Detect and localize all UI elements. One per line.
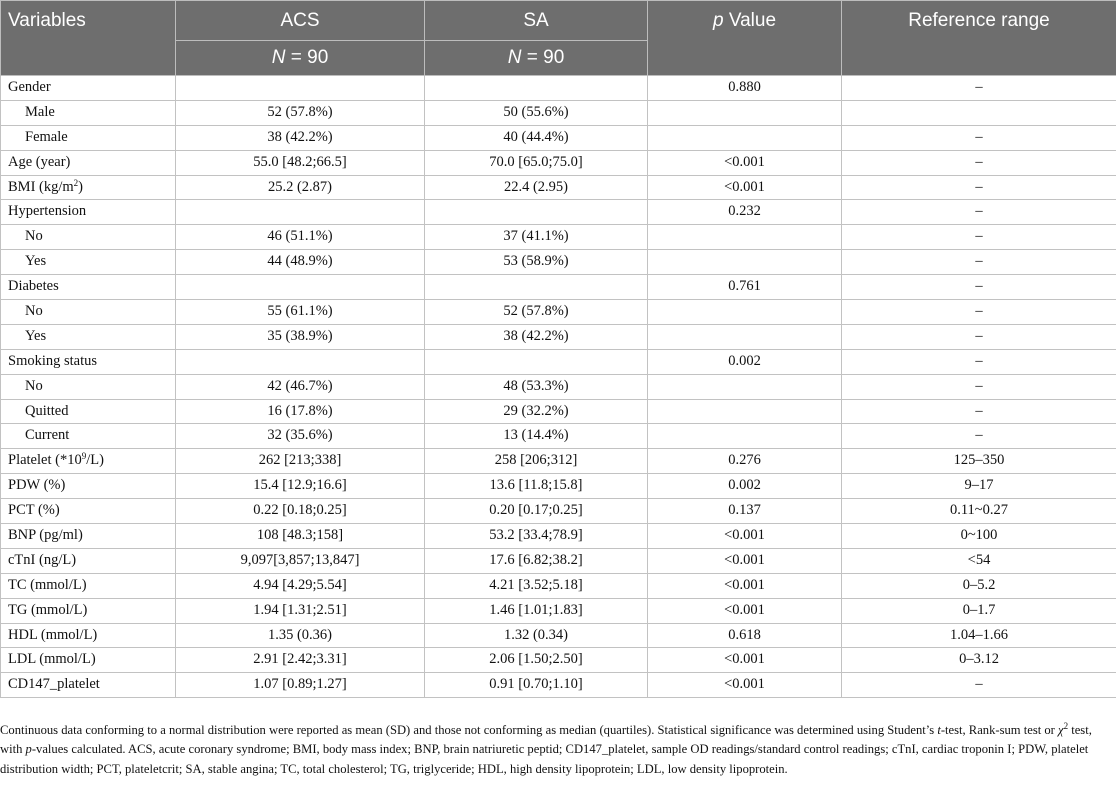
variable-label: Current [25, 427, 70, 444]
header-acs-n-value: = 90 [285, 47, 329, 68]
cell-p-value: 0.137 [648, 499, 842, 524]
cell-p-value: <0.001 [648, 150, 842, 175]
table-row [1, 399, 1116, 424]
cell-variable [1, 548, 176, 573]
header-acs: ACS [176, 1, 425, 41]
footnote-part-3: test, with [0, 722, 1092, 757]
cell-p-value: <0.001 [648, 573, 842, 598]
table-row [1, 374, 1116, 399]
cell-acs: 0.22 [0.18;0.25] [176, 499, 425, 524]
table-header [1, 1, 1116, 76]
cell-acs [176, 76, 425, 101]
header-reference-range: Reference range [842, 1, 1116, 76]
cell-reference-range: – [842, 300, 1116, 325]
variable-label: Yes [25, 327, 47, 344]
cell-variable [1, 673, 176, 698]
cell-variable [1, 499, 176, 524]
header-acs-n [176, 41, 425, 76]
cell-sa: 0.20 [0.17;0.25] [425, 499, 648, 524]
variable-label: cTnI (ng/L) [8, 551, 77, 568]
variable-label: Diabetes [8, 278, 59, 295]
cell-variable [1, 76, 176, 101]
cell-acs: 15.4 [12.9;16.6] [176, 474, 425, 499]
cell-p-value: <0.001 [648, 548, 842, 573]
cell-sa: 40 (44.4%) [425, 125, 648, 150]
cell-p-value: 0.880 [648, 76, 842, 101]
table-row [1, 499, 1116, 524]
table-footnote [0, 721, 1112, 780]
table-row [1, 200, 1116, 225]
cell-reference-range: 0.11~0.27 [842, 499, 1116, 524]
cell-variable [1, 374, 176, 399]
footnote-part-2: -test, Rank-sum test or [940, 722, 1059, 737]
cell-acs: 108 [48.3;158] [176, 524, 425, 549]
variable-label: TC (mmol/L) [8, 576, 87, 593]
variable-label: PCT (%) [8, 502, 60, 519]
cell-p-value: <0.001 [648, 648, 842, 673]
cell-sa: 53 (58.9%) [425, 250, 648, 275]
cell-acs: 44 (48.9%) [176, 250, 425, 275]
cell-acs: 4.94 [4.29;5.54] [176, 573, 425, 598]
cell-acs: 38 (42.2%) [176, 125, 425, 150]
cell-p-value [648, 125, 842, 150]
variable-label: TG (mmol/L) [8, 601, 88, 618]
cell-reference-range: – [842, 125, 1116, 150]
cell-reference-range: – [842, 250, 1116, 275]
cell-reference-range: – [842, 225, 1116, 250]
table-row [1, 150, 1116, 175]
cell-reference-range: – [842, 200, 1116, 225]
header-sa-n-value: = 90 [521, 47, 565, 68]
variable-label: Platelet (*10 [8, 452, 82, 469]
cell-acs [176, 275, 425, 300]
table-row [1, 250, 1116, 275]
cell-p-value: 0.618 [648, 623, 842, 648]
cell-reference-range: <54 [842, 548, 1116, 573]
table-row [1, 225, 1116, 250]
cell-sa: 50 (55.6%) [425, 100, 648, 125]
table-row [1, 125, 1116, 150]
cell-variable [1, 474, 176, 499]
cell-variable [1, 598, 176, 623]
header-row-1 [1, 1, 1116, 41]
cell-variable [1, 200, 176, 225]
cell-variable [1, 324, 176, 349]
cell-reference-range: – [842, 399, 1116, 424]
table-row [1, 76, 1116, 101]
cell-acs: 42 (46.7%) [176, 374, 425, 399]
cell-variable [1, 175, 176, 200]
cell-p-value: 0.002 [648, 474, 842, 499]
cell-acs: 2.91 [2.42;3.31] [176, 648, 425, 673]
cell-p-value [648, 225, 842, 250]
table-row [1, 648, 1116, 673]
cell-p-value [648, 250, 842, 275]
cell-sa: 1.46 [1.01;1.83] [425, 598, 648, 623]
cell-variable [1, 648, 176, 673]
variable-label: HDL (mmol/L) [8, 626, 98, 643]
cell-p-value: 0.232 [648, 200, 842, 225]
cell-acs: 32 (35.6%) [176, 424, 425, 449]
header-sa: SA [425, 1, 648, 41]
table-row [1, 598, 1116, 623]
cell-sa: 37 (41.1%) [425, 225, 648, 250]
cell-p-value [648, 399, 842, 424]
cell-acs [176, 349, 425, 374]
cell-p-value [648, 424, 842, 449]
footnote-chi: χ [1058, 722, 1064, 737]
cell-variable [1, 449, 176, 474]
footnote-part-4: -values calculated. ACS, acute coronary syndrome; BMI, body mass index; BNP, brain natriuretic peptid; CD147_platelet, sample OD readings/standard control readings; cTnI, cardiac troponin I; PDW, platelet distribution width; PCT, plateletcrit; SA, stable angina; TC, total cholesterol; TG, triglyceride; HDL, high density lipoprotein; LDL, low density lipoprotein. [0, 742, 1089, 776]
cell-acs: 1.94 [1.31;2.51] [176, 598, 425, 623]
variable-label: Quitted [25, 402, 69, 419]
cell-acs: 16 (17.8%) [176, 399, 425, 424]
header-acs-n-label: N [271, 47, 286, 68]
cell-variable [1, 100, 176, 125]
footnote-chi-sup: 2 [1063, 720, 1069, 731]
cell-sa: 53.2 [33.4;78.9] [425, 524, 648, 549]
table-row [1, 474, 1116, 499]
cell-p-value: <0.001 [648, 524, 842, 549]
variable-label-sup: 9 [81, 451, 87, 462]
cell-sa: 48 (53.3%) [425, 374, 648, 399]
cell-reference-range: – [842, 76, 1116, 101]
variable-label-sup: 2 [73, 177, 79, 188]
table-row [1, 275, 1116, 300]
variable-label: No [25, 377, 43, 394]
table-row [1, 175, 1116, 200]
cell-sa: 0.91 [0.70;1.10] [425, 673, 648, 698]
header-sa-n [425, 41, 648, 76]
cell-sa: 29 (32.2%) [425, 399, 648, 424]
variable-label: Yes [25, 253, 47, 270]
table-row [1, 623, 1116, 648]
footnote-p: p [25, 742, 32, 757]
cell-reference-range: 0–1.7 [842, 598, 1116, 623]
table-row [1, 100, 1116, 125]
variable-label: No [25, 228, 43, 245]
cell-p-value: <0.001 [648, 598, 842, 623]
variable-label: LDL (mmol/L) [8, 651, 96, 668]
cell-variable [1, 349, 176, 374]
cell-reference-range: – [842, 673, 1116, 698]
variable-label: No [25, 302, 43, 319]
cell-sa [425, 76, 648, 101]
header-sa-n-label: N [507, 47, 522, 68]
cell-reference-range: – [842, 150, 1116, 175]
table-row [1, 449, 1116, 474]
cell-sa: 13 (14.4%) [425, 424, 648, 449]
cell-p-value: 0.761 [648, 275, 842, 300]
cell-reference-range: 1.04–1.66 [842, 623, 1116, 648]
cell-acs: 52 (57.8%) [176, 100, 425, 125]
cell-reference-range: – [842, 324, 1116, 349]
cell-reference-range: 9–17 [842, 474, 1116, 499]
cell-reference-range: 0–5.2 [842, 573, 1116, 598]
cell-sa [425, 349, 648, 374]
cell-sa: 70.0 [65.0;75.0] [425, 150, 648, 175]
variable-label: Male [25, 103, 55, 120]
cell-sa: 258 [206;312] [425, 449, 648, 474]
table-body [1, 76, 1116, 698]
table-row [1, 424, 1116, 449]
cell-reference-range: 0–3.12 [842, 648, 1116, 673]
variable-label-tail: /L) [86, 452, 104, 469]
cell-variable [1, 150, 176, 175]
variable-label: Female [25, 128, 68, 145]
cell-variable [1, 524, 176, 549]
cell-sa: 38 (42.2%) [425, 324, 648, 349]
table-row [1, 573, 1116, 598]
cell-sa: 2.06 [1.50;2.50] [425, 648, 648, 673]
cell-acs: 55 (61.1%) [176, 300, 425, 325]
footnote-t: t [937, 722, 941, 737]
table-row [1, 349, 1116, 374]
cell-acs: 55.0 [48.2;66.5] [176, 150, 425, 175]
table-row [1, 673, 1116, 698]
cell-variable [1, 250, 176, 275]
variable-label: Hypertension [8, 203, 87, 220]
cell-reference-range: – [842, 349, 1116, 374]
table-row [1, 300, 1116, 325]
header-p-italic: p [712, 10, 724, 31]
cell-variable [1, 623, 176, 648]
cell-sa: 4.21 [3.52;5.18] [425, 573, 648, 598]
cell-reference-range: – [842, 175, 1116, 200]
cell-variable [1, 573, 176, 598]
cell-variable [1, 399, 176, 424]
variable-label: PDW (%) [8, 477, 66, 494]
cell-sa: 17.6 [6.82;38.2] [425, 548, 648, 573]
cell-reference-range: – [842, 424, 1116, 449]
cell-p-value [648, 300, 842, 325]
cell-reference-range [842, 100, 1116, 125]
variable-label: Smoking status [8, 352, 98, 369]
variable-label: Gender [8, 78, 51, 95]
cell-sa [425, 275, 648, 300]
cell-reference-range: 0~100 [842, 524, 1116, 549]
cell-p-value [648, 324, 842, 349]
cell-p-value [648, 100, 842, 125]
header-variables: Variables [1, 1, 176, 76]
table-row [1, 524, 1116, 549]
cell-p-value: 0.002 [648, 349, 842, 374]
cell-sa [425, 200, 648, 225]
cell-acs: 25.2 (2.87) [176, 175, 425, 200]
variable-label: Age (year) [8, 153, 71, 170]
footnote-part-1: Continuous data conforming to a normal distribution were reported as mean (SD) and those not conforming as median (quartiles). Statistical significance was determined using Student’s [0, 722, 938, 737]
variable-label-tail: ) [78, 178, 83, 195]
cell-variable [1, 300, 176, 325]
cell-sa: 13.6 [11.8;15.8] [425, 474, 648, 499]
variable-label: CD147_platelet [8, 676, 100, 693]
cell-reference-range: – [842, 374, 1116, 399]
table-row [1, 548, 1116, 573]
cell-variable [1, 225, 176, 250]
cell-acs: 46 (51.1%) [176, 225, 425, 250]
variable-label: BMI (kg/m [8, 178, 74, 195]
cell-p-value [648, 374, 842, 399]
variable-label: BNP (pg/ml) [8, 527, 83, 543]
cell-sa: 52 (57.8%) [425, 300, 648, 325]
table-row [1, 324, 1116, 349]
cell-p-value: 0.276 [648, 449, 842, 474]
cell-acs: 1.35 (0.36) [176, 623, 425, 648]
cell-acs: 1.07 [0.89;1.27] [176, 673, 425, 698]
cell-sa: 22.4 (2.95) [425, 175, 648, 200]
cell-reference-range: 125–350 [842, 449, 1116, 474]
header-p-value-text: Value [723, 10, 777, 31]
cell-variable [1, 424, 176, 449]
cell-acs: 35 (38.9%) [176, 324, 425, 349]
cell-variable [1, 275, 176, 300]
cell-acs [176, 200, 425, 225]
cell-acs: 9,097[3,857;13,847] [176, 548, 425, 573]
cell-p-value: <0.001 [648, 673, 842, 698]
cell-sa: 1.32 (0.34) [425, 623, 648, 648]
cell-acs: 262 [213;338] [176, 449, 425, 474]
header-p-value [648, 1, 842, 76]
cell-variable [1, 125, 176, 150]
cell-p-value: <0.001 [648, 175, 842, 200]
cell-reference-range: – [842, 275, 1116, 300]
